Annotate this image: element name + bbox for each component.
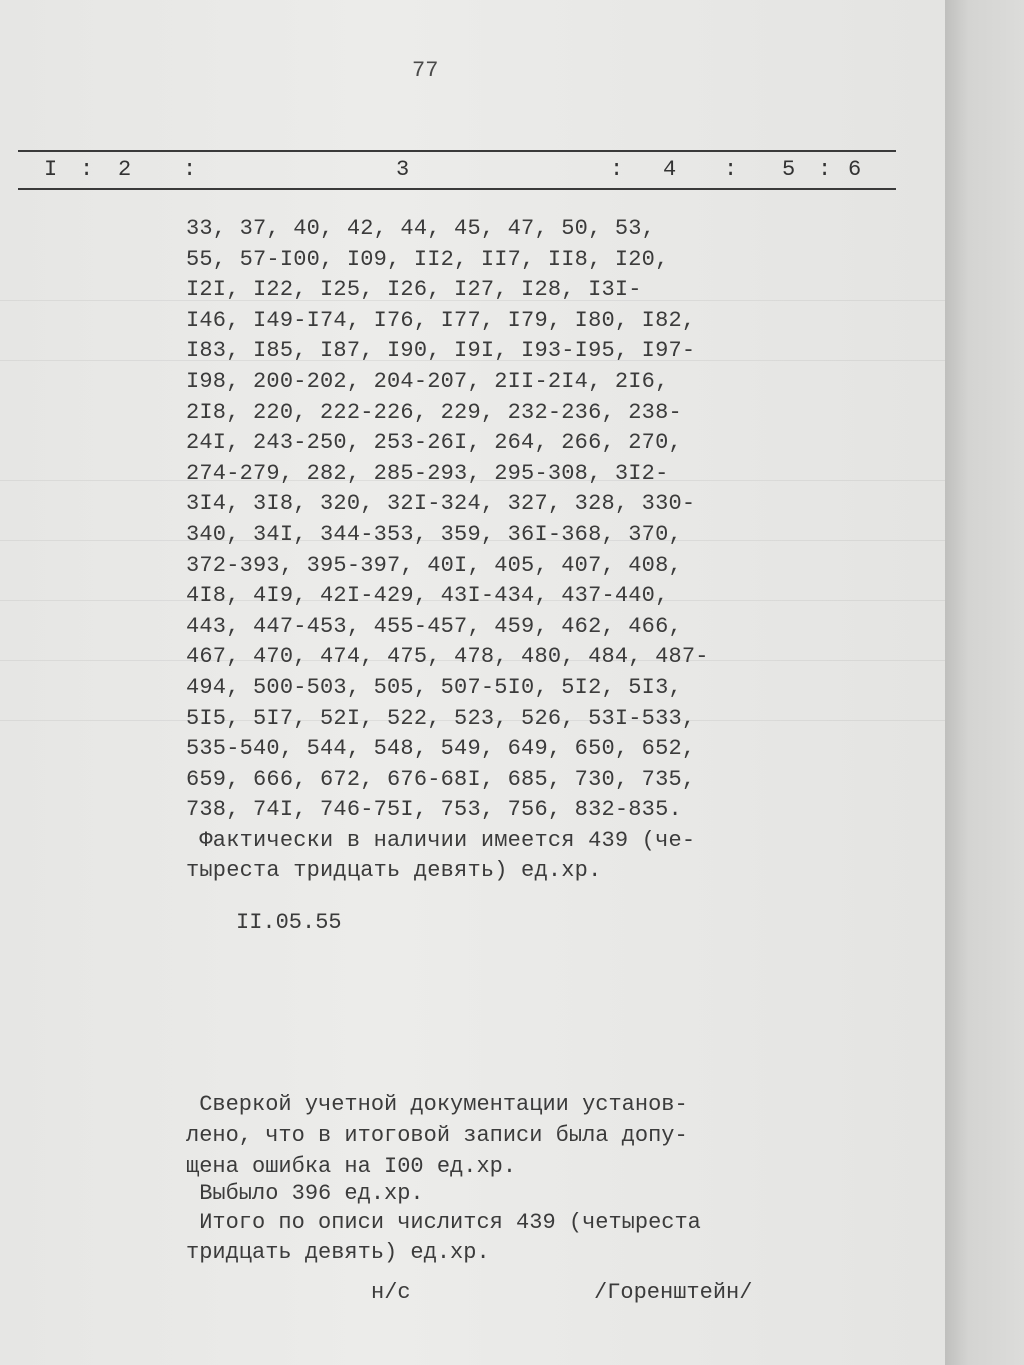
list-line: 3I4, 3I8, 320, 32I-324, 327, 328, 330-	[186, 491, 696, 517]
header-rule-bottom	[18, 188, 896, 190]
column-header-3: 3	[396, 157, 410, 182]
list-line: 443, 447-453, 455-457, 459, 462, 466,	[186, 613, 682, 639]
list-line: 494, 500-503, 505, 507-5I0, 5I2, 5I3,	[186, 674, 682, 700]
note-line: щена ошибка на I00 ед.хр.	[186, 1154, 517, 1179]
list-line: 5I5, 5I7, 52I, 522, 523, 526, 53I-533,	[186, 705, 696, 731]
document-date: II.05.55	[236, 910, 342, 935]
column-separator: :	[80, 157, 94, 182]
list-line: 535-540, 544, 548, 549, 649, 650, 652,	[186, 736, 696, 762]
list-line: 24I, 243-250, 253-26I, 264, 266, 270,	[186, 430, 682, 456]
list-line: 738, 74I, 746-75I, 753, 756, 832-835.	[186, 797, 682, 823]
note-line: Итого по описи числится 439 (четыреста	[186, 1210, 701, 1235]
column-separator: :	[183, 157, 197, 182]
list-line: Фактически в наличии имеется 439 (че-	[186, 827, 696, 853]
list-line: 2I8, 220, 222-226, 229, 232-236, 238-	[186, 399, 682, 425]
next-page-edge	[945, 0, 1024, 1365]
note-line: лено, что в итоговой записи была допу-	[186, 1123, 688, 1148]
list-line: I83, I85, I87, I90, I9I, I93-I95, I97-	[186, 338, 696, 364]
column-header-2: 2	[118, 157, 132, 182]
column-header-6: 6	[848, 157, 862, 182]
list-line: 340, 34I, 344-353, 359, 36I-368, 370,	[186, 521, 682, 547]
list-line: 372-393, 395-397, 40I, 405, 407, 408,	[186, 552, 682, 578]
column-separator: :	[610, 157, 624, 182]
list-line: 467, 470, 474, 475, 478, 480, 484, 487-	[186, 644, 709, 670]
list-line: 274-279, 282, 285-293, 295-308, 3I2-	[186, 460, 669, 486]
list-line: 659, 666, 672, 676-68I, 685, 730, 735,	[186, 766, 696, 792]
column-header-1: I	[44, 157, 58, 182]
list-line: I46, I49-I74, I76, I77, I79, I80, I82,	[186, 307, 696, 333]
column-separator: :	[818, 157, 832, 182]
list-line: 55, 57-I00, I09, II2, II7, II8, I20,	[186, 246, 669, 272]
list-line: 4I8, 4I9, 42I-429, 43I-434, 437-440,	[186, 583, 669, 609]
list-line: тыреста тридцать девять) ед.хр.	[186, 858, 602, 884]
column-separator: :	[724, 157, 738, 182]
header-rule-top	[18, 150, 896, 152]
signature-position: н/с	[371, 1280, 411, 1305]
list-line: 33, 37, 40, 42, 44, 45, 47, 50, 53,	[186, 216, 656, 241]
page-number: 77	[412, 58, 439, 83]
column-header-5: 5	[782, 157, 796, 182]
note-line: Сверкой учетной документации установ-	[186, 1092, 688, 1117]
note-line: тридцать девять) ед.хр.	[186, 1240, 490, 1265]
signature-name: /Горенштейн/	[594, 1280, 753, 1305]
list-line: I2I, I22, I25, I26, I27, I28, I3I-	[186, 277, 642, 303]
item-number-list	[186, 214, 709, 887]
note-line: Выбыло 396 ед.хр.	[186, 1181, 424, 1206]
list-line: I98, 200-202, 204-207, 2II-2I4, 2I6,	[186, 368, 669, 394]
column-header-4: 4	[663, 157, 677, 182]
